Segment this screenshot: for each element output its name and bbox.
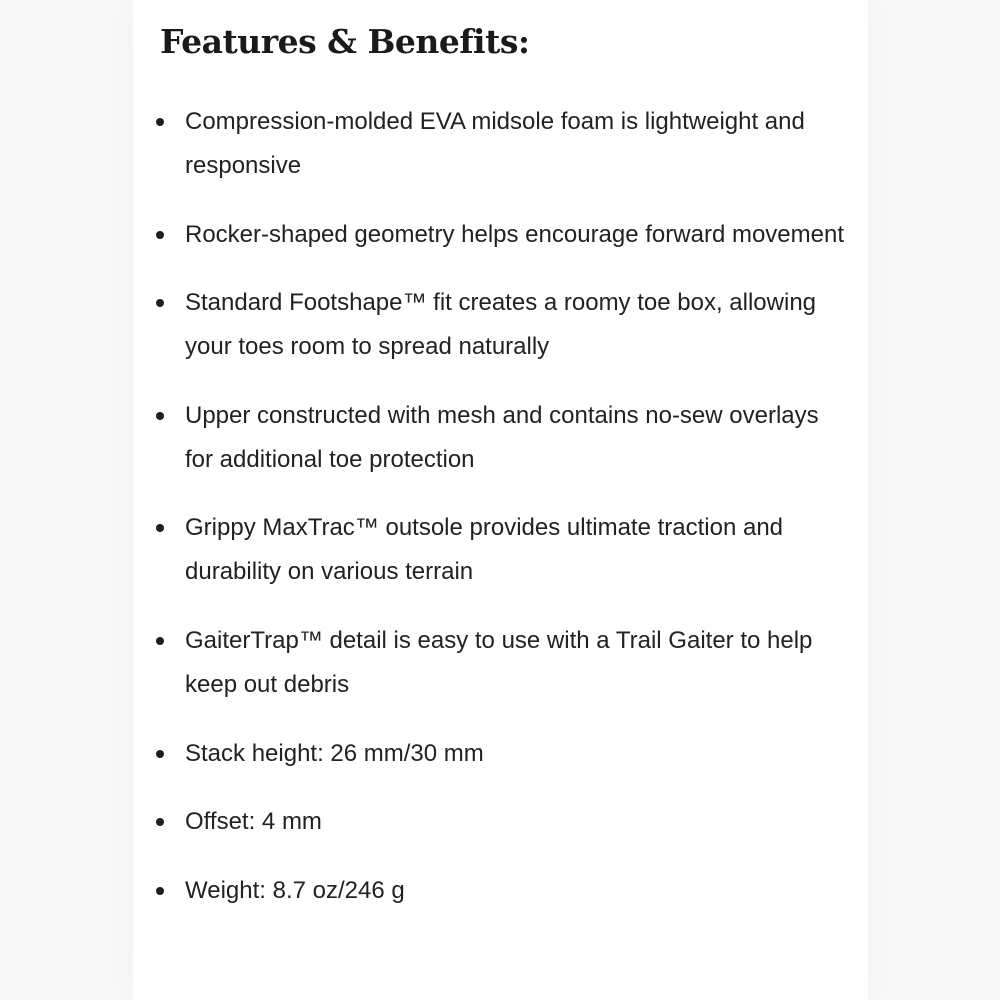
section-heading: Features & Benefits:: [160, 22, 530, 61]
list-item: [133, 619, 868, 707]
list-item-text: Offset: 4 mm: [185, 808, 322, 836]
list-item-text: Rocker-shaped geometry helps encourage forward movement: [185, 220, 845, 248]
list-item: [133, 394, 868, 482]
list-item-text: Standard Footshape™ fit creates a roomy toe box, allowing your toes room to spread naturally: [185, 289, 817, 361]
list-item: [133, 506, 868, 594]
bullet-icon: [156, 637, 164, 645]
list-item-text: GaiterTrap™ detail is easy to use with a Trail Gaiter to help keep out debris: [185, 626, 813, 698]
list-item: [133, 213, 868, 257]
list-item-text: Weight: 8.7 oz/246 g: [185, 876, 405, 904]
list-item: [133, 869, 868, 913]
features-list: [133, 100, 868, 937]
list-item-text: Upper constructed with mesh and contains no-sew overlays for additional toe protection: [185, 401, 819, 473]
list-item: [133, 100, 868, 188]
list-item: [133, 281, 868, 369]
list-item: [133, 800, 868, 844]
features-section: [133, 0, 868, 1000]
bullet-icon: [156, 118, 164, 126]
bullet-icon: [156, 750, 164, 758]
bullet-icon: [156, 887, 164, 895]
list-item-text: Stack height: 26 mm/30 mm: [185, 739, 484, 767]
bullet-icon: [156, 299, 164, 307]
list-item-text: Compression-molded EVA midsole foam is lightweight and responsive: [185, 108, 805, 179]
bullet-icon: [156, 412, 164, 420]
bullet-icon: [156, 818, 164, 826]
bullet-icon: [156, 524, 164, 532]
list-item-text: Grippy MaxTrac™ outsole provides ultimate traction and durability on various terrain: [185, 514, 784, 586]
bullet-icon: [156, 231, 164, 239]
list-item: [133, 732, 868, 776]
